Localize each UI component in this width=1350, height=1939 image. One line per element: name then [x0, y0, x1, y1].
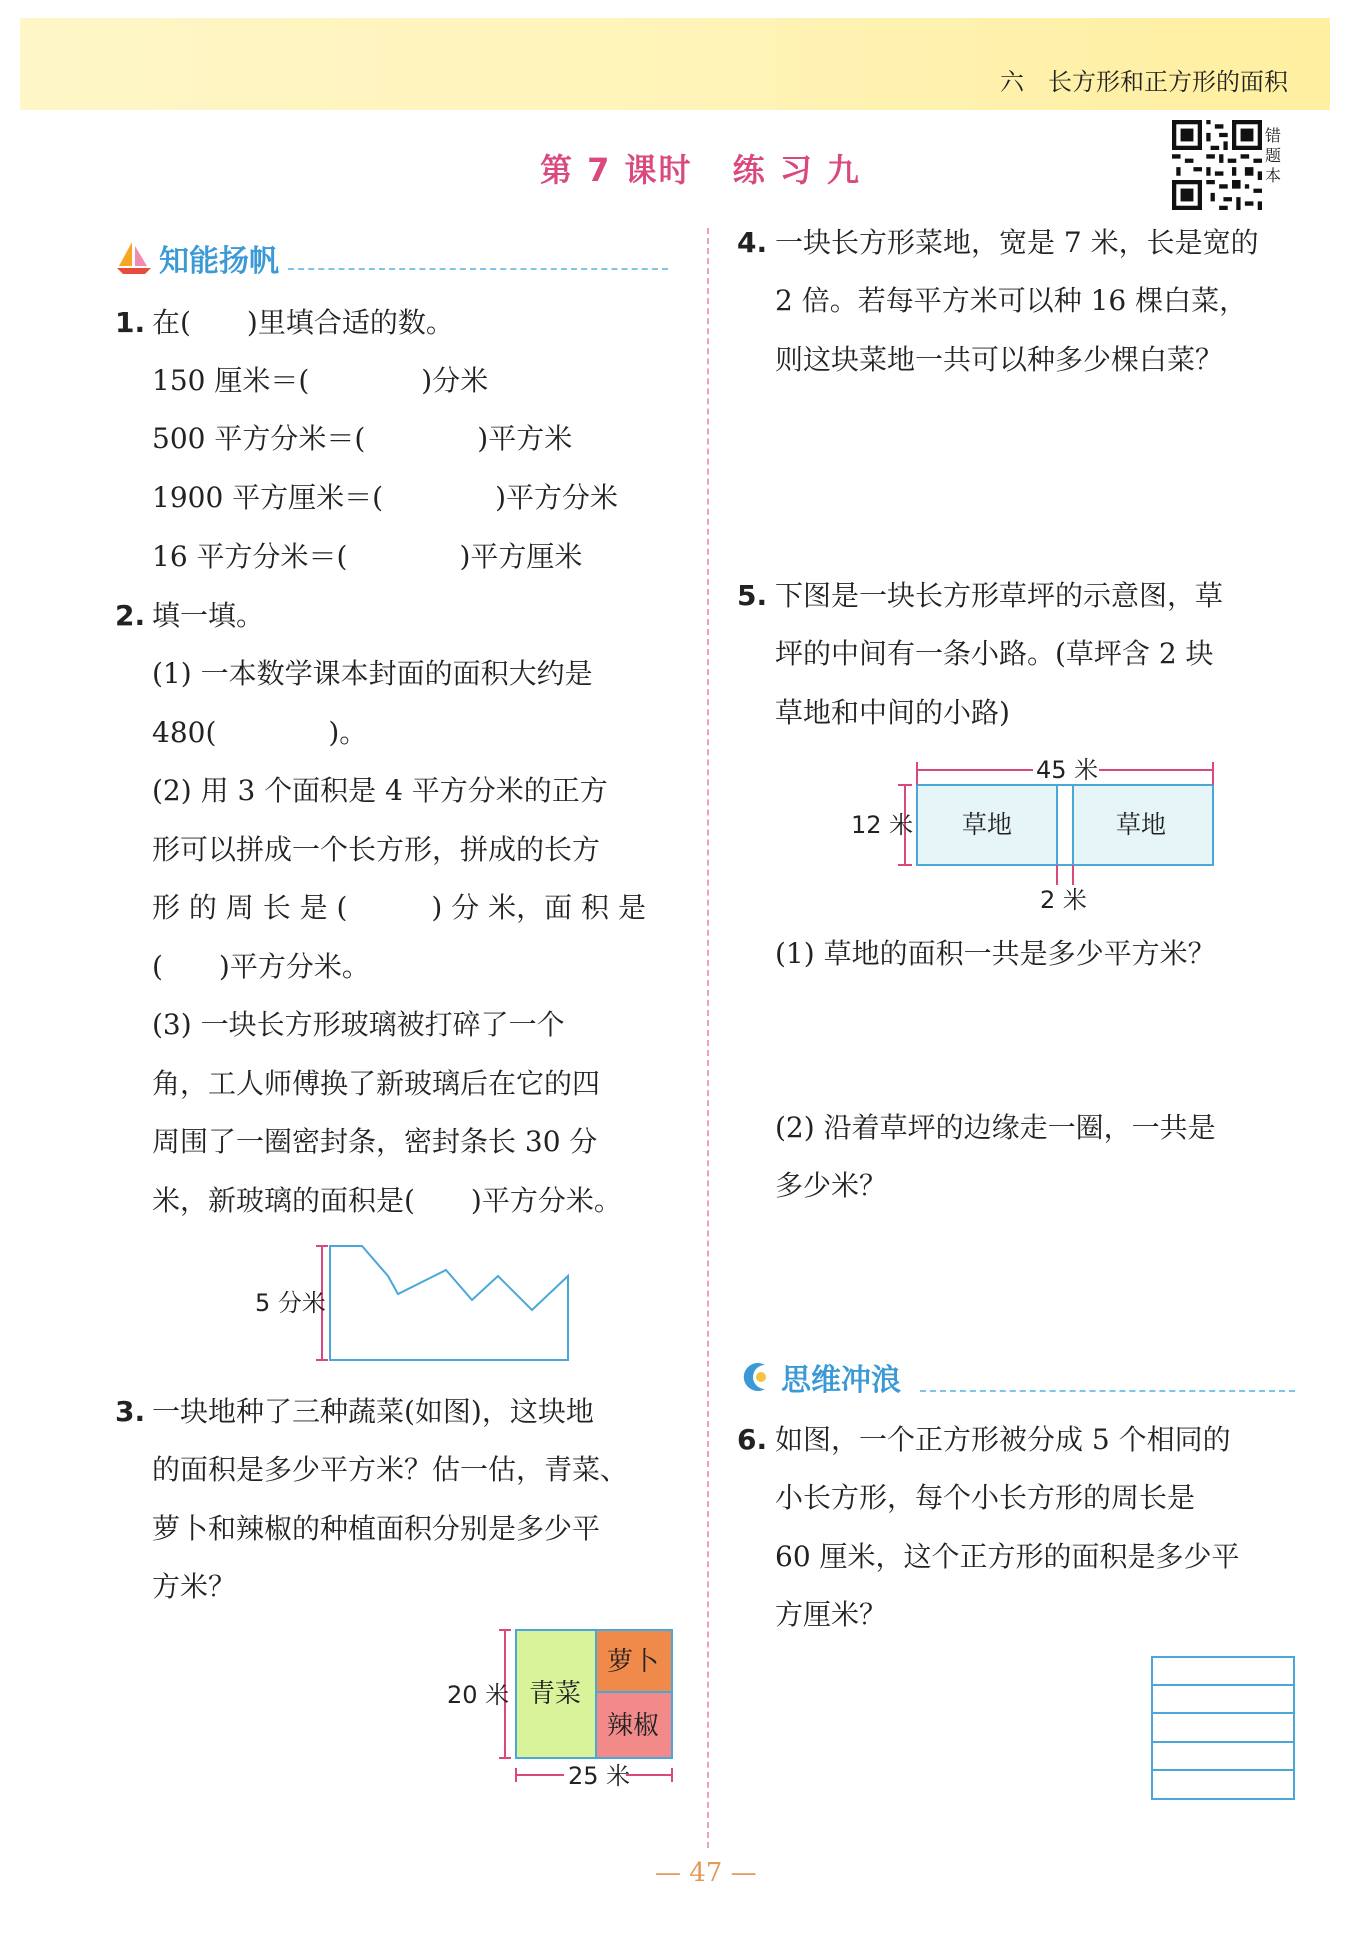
q3-line-2: 的面积是多少平方米？估一估，青菜、: [152, 1453, 629, 1486]
lawn-figure: [850, 750, 1230, 920]
q2-line-5: 形 的 周 长 是 ( ) 分 米，面 积 是: [152, 891, 646, 924]
q5-line-2: 坪的中间有一条小路。(草坪含 2 块: [775, 637, 1214, 670]
page-number: — 47 —: [655, 1858, 757, 1888]
q3-number: 3.: [115, 1395, 146, 1428]
chapter-tag: 六 长方形和正方形的面积: [1000, 68, 1288, 96]
grass-right-label: 草地: [1116, 810, 1167, 839]
qr-label: 错题本: [1265, 126, 1282, 185]
veg-qingcai-label: 青菜: [529, 1679, 582, 1709]
q5-sub1: (1) 草地的面积一共是多少平方米？: [775, 937, 1216, 970]
q2-line-1: (1) 一本数学课本封面的面积大约是: [152, 657, 593, 690]
q2-line-4: 形可以拼成一个长方形，拼成的长方: [152, 833, 601, 866]
q5-line-3: 草地和中间的小路): [775, 696, 1010, 729]
q5-sub2-line-2: 多少米？: [775, 1169, 888, 1202]
square-figure: [1150, 1655, 1296, 1805]
q1-number: 1.: [115, 306, 146, 339]
q4-line-3: 则这块菜地一共可以种多少棵白菜？: [775, 343, 1224, 376]
q5-number: 5.: [737, 579, 768, 612]
q6-line-2: 小长方形，每个小长方形的周长是: [775, 1481, 1196, 1514]
lawn-height-label: 12 米: [851, 811, 914, 839]
q2-line-6: ( )平方分米。: [152, 950, 370, 983]
q2-line-9: 周围了一圈密封条，密封条长 30 分: [152, 1125, 598, 1158]
q2-number: 2.: [115, 599, 146, 632]
path-width-label: 2 米: [1040, 886, 1087, 914]
section-thinking: [737, 1355, 901, 1399]
veg-radish-label: 萝卜: [607, 1647, 660, 1677]
broken-glass-figure: [250, 1238, 580, 1368]
sailboat-icon: [115, 240, 153, 276]
q6-line-3: 60 厘米，这个正方形的面积是多少平: [775, 1540, 1240, 1573]
section-thinking-underline: [920, 1390, 1295, 1392]
q6-line-1: 如图，一个正方形被分成 5 个相同的: [775, 1423, 1231, 1456]
q2-line-8: 角，工人师傅换了新玻璃后在它的四: [152, 1067, 601, 1100]
q6-line-4: 方厘米？: [775, 1598, 888, 1631]
q3-line-1: 一块地种了三种蔬菜(如图)，这块地: [152, 1395, 594, 1428]
glass-height-label: 5 分米: [255, 1289, 326, 1317]
wave-icon: [737, 1359, 775, 1395]
lesson-number: 第 7 课时: [540, 151, 693, 189]
veg-pepper-label: 辣椒: [607, 1711, 660, 1741]
q4-number: 4.: [737, 226, 768, 259]
vegetable-field-figure: [445, 1620, 685, 1790]
section-basic-underline: [288, 268, 668, 270]
section-thinking-title: 思维冲浪: [781, 1363, 901, 1398]
q4-line-2: 2 倍。若每平方米可以种 16 棵白菜，: [775, 284, 1248, 317]
lawn-length-label: 45 米: [1036, 756, 1099, 784]
q1-item-1: 150 厘米＝( )分米: [152, 364, 489, 397]
field-height-label: 20 米: [447, 1681, 510, 1709]
q2-line-10: 米，新玻璃的面积是( )平方分米。: [152, 1184, 622, 1217]
q6-number: 6.: [737, 1423, 768, 1456]
q5-sub2-line-1: (2) 沿着草坪的边缘走一圈，一共是: [775, 1111, 1216, 1144]
q1-item-4: 16 平方分米＝( )平方厘米: [152, 540, 583, 573]
q2-line-7: (3) 一块长方形玻璃被打碎了一个: [152, 1008, 565, 1041]
q1-item-3: 1900 平方厘米＝( )平方分米: [152, 481, 619, 514]
q2-line-3: (2) 用 3 个面积是 4 平方分米的正方: [152, 774, 608, 807]
column-divider: [707, 228, 709, 1848]
q5-line-1: 下图是一块长方形草坪的示意图，草: [775, 579, 1224, 612]
q2-stem: 填一填。: [152, 599, 265, 632]
q3-line-4: 方米？: [152, 1570, 237, 1603]
q1-item-2: 500 平方分米＝( )平方米: [152, 422, 573, 455]
qr-code-icon[interactable]: [1172, 120, 1262, 210]
q1-stem: 在( )里填合适的数。: [152, 306, 454, 339]
q3-line-3: 萝卜和辣椒的种植面积分别是多少平: [152, 1512, 601, 1545]
section-basic-title: 知能扬帆: [159, 244, 279, 279]
q4-line-1: 一块长方形菜地，宽是 7 米，长是宽的: [775, 226, 1259, 259]
q2-line-2: 480( )。: [152, 716, 368, 749]
section-basic: [115, 236, 279, 280]
lesson-name: 练 习 九: [732, 151, 861, 189]
grass-left-label: 草地: [962, 810, 1013, 839]
field-width-label: 25 米: [568, 1762, 631, 1790]
lesson-title: [540, 145, 861, 191]
